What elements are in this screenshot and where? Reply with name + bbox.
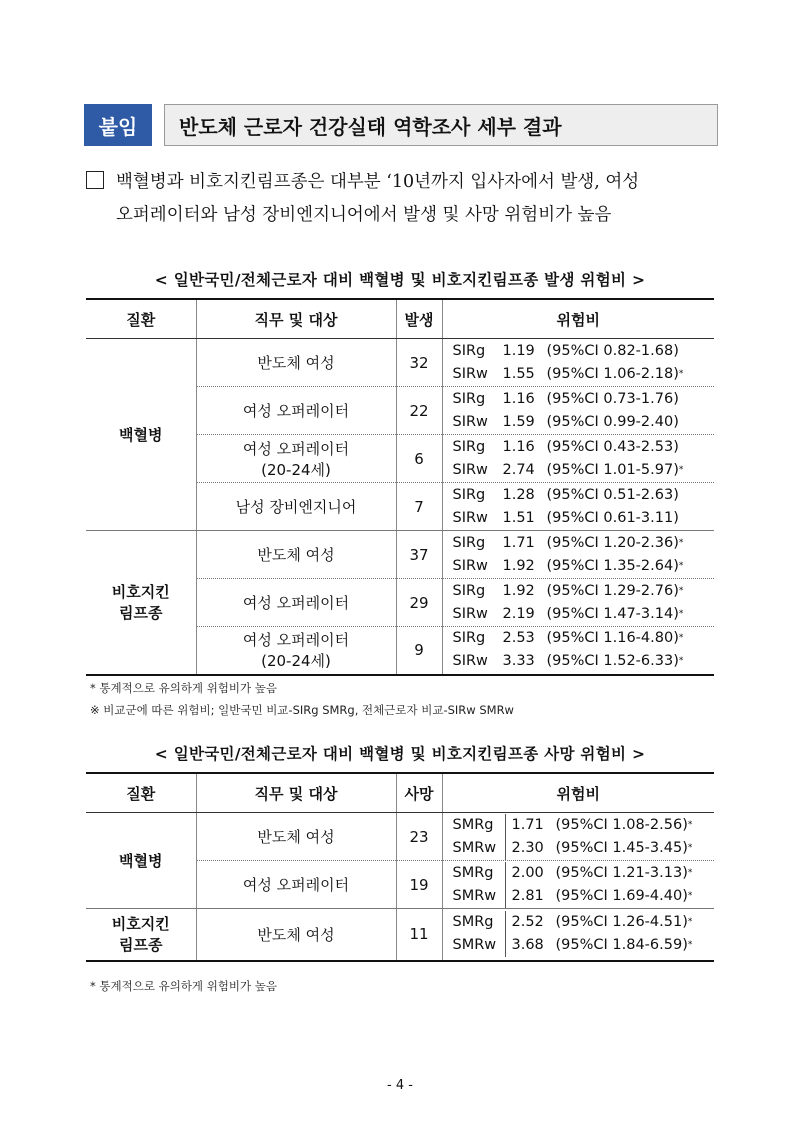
mortality-risk-table [86, 772, 714, 962]
header-subject: 직무 및 대상 [196, 773, 396, 813]
risk-cell: SMRg 2.00 (95%CI 1.21-3.13) * SMRw 2.81 (95%CI 1.69-4.40) * [442, 861, 714, 909]
count-cell: 22 [396, 387, 442, 435]
table1-comparison-note: ※ 비교군에 따른 위험비; 일반국민 비교-SIRg SMRg, 전체근로자 비교-SIRw SMRw [90, 703, 514, 717]
header-count: 발생 [396, 299, 442, 339]
risk-cell: SIRg 1.16 (95%CI 0.73-1.76) SIRw 1.59 (95%CI 0.99-2.40) [442, 387, 714, 435]
table-row [86, 813, 714, 861]
incidence-risk-table [86, 298, 714, 676]
attachment-tag: 붙임 [84, 104, 152, 146]
header-subject: 직무 및 대상 [196, 299, 396, 339]
count-cell: 6 [396, 435, 442, 483]
table1-significance-note: * 통계적으로 유의하게 위험비가 높음 [90, 681, 278, 695]
table2-significance-note: * 통계적으로 유의하게 위험비가 높음 [90, 979, 278, 993]
count-cell: 19 [396, 861, 442, 909]
summary-line-1: 백혈병과 비호지킨림프종은 대부분 ‘10년까지 입사자에서 발생, 여성 [116, 172, 640, 192]
count-cell: 32 [396, 339, 442, 387]
count-cell: 29 [396, 579, 442, 627]
subject-cell: 반도체 여성 [196, 909, 396, 961]
summary-paragraph [86, 166, 726, 232]
page-number: - 4 - [387, 1078, 413, 1093]
subject-cell: 남성 장비엔지니어 [196, 483, 396, 531]
disease-leukemia: 백혈병 [86, 813, 196, 909]
risk-cell: SMRg 2.52 (95%CI 1.26-4.51) * SMRw 3.68 (95%CI 1.84-6.59) * [442, 909, 714, 961]
subject-cell: 반도체 여성 [196, 813, 396, 861]
subject-cell: 반도체 여성 [196, 531, 396, 579]
table-row [86, 531, 714, 579]
risk-cell: SIRg 1.71 (95%CI 1.20-2.36) * SIRw 1.92 (95%CI 1.35-2.64) * [442, 531, 714, 579]
header-risk: 위험비 [442, 773, 714, 813]
table-row [86, 339, 714, 387]
count-cell: 11 [396, 909, 442, 961]
subject-cell: 여성 오퍼레이터 [196, 579, 396, 627]
count-cell: 23 [396, 813, 442, 861]
risk-cell: SIRg 2.53 (95%CI 1.16-4.80) * SIRw 3.33 (95%CI 1.52-6.33) * [442, 627, 714, 675]
header-disease: 질환 [86, 773, 196, 813]
count-cell: 7 [396, 483, 442, 531]
count-cell: 9 [396, 627, 442, 675]
subject-cell: 여성 오퍼레이터 [196, 387, 396, 435]
checkbox-bullet-icon [86, 171, 104, 189]
section-title: 반도체 근로자 건강실태 역학조사 세부 결과 [164, 104, 718, 146]
section-header [84, 104, 718, 146]
subject-cell: 여성 오퍼레이터 [196, 861, 396, 909]
table2-caption: < 일반국민/전체근로자 대비 백혈병 및 비호지킨림프종 사망 위험비 > [154, 745, 646, 763]
risk-cell: SIRg 1.19 (95%CI 0.82-1.68) SIRw 1.55 (95%CI 1.06-2.18) * [442, 339, 714, 387]
subject-cell: 반도체 여성 [196, 339, 396, 387]
disease-nhl: 비호지킨 림프종 [86, 909, 196, 961]
risk-cell: SIRg 1.28 (95%CI 0.51-2.63) SIRw 1.51 (95%CI 0.61-3.11) [442, 483, 714, 531]
disease-leukemia: 백혈병 [86, 339, 196, 531]
table-row [86, 909, 714, 961]
summary-line-2: 오퍼레이터와 남성 장비엔지니어에서 발생 및 사망 위험비가 높음 [116, 205, 612, 225]
header-count: 사망 [396, 773, 442, 813]
risk-cell: SIRg 1.92 (95%CI 1.29-2.76) * SIRw 2.19 (95%CI 1.47-3.14) * [442, 579, 714, 627]
risk-cell: SMRg 1.71 (95%CI 1.08-2.56) * SMRw 2.30 (95%CI 1.45-3.45) * [442, 813, 714, 861]
subject-cell: 여성 오퍼레이터 (20-24세) [196, 627, 396, 675]
disease-nhl: 비호지킨 림프종 [86, 531, 196, 675]
table1-caption: < 일반국민/전체근로자 대비 백혈병 및 비호지킨림프종 발생 위험비 > [154, 271, 646, 289]
header-disease: 질환 [86, 299, 196, 339]
subject-cell: 여성 오퍼레이터 (20-24세) [196, 435, 396, 483]
risk-cell: SIRg 1.16 (95%CI 0.43-2.53) SIRw 2.74 (95%CI 1.01-5.97) * [442, 435, 714, 483]
header-risk: 위험비 [442, 299, 714, 339]
count-cell: 37 [396, 531, 442, 579]
